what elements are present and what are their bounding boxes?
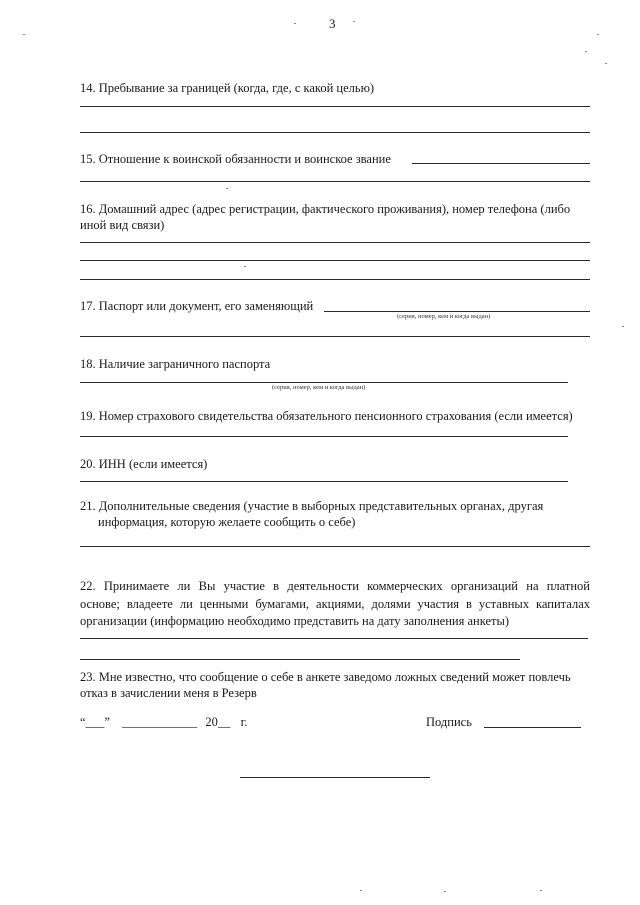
- q22-answer-line-2[interactable]: [80, 659, 520, 660]
- signature-label: Подпись: [426, 715, 472, 729]
- q20-answer-line[interactable]: [80, 481, 568, 482]
- scan-speck: [244, 266, 246, 267]
- q22-label-line-2: основе; владеете ли ценными бумагами, акциями, долями участия в уставных капиталах: [80, 597, 590, 611]
- q17-caption: (серия, номер, кем и когда выдан): [397, 313, 491, 320]
- q22-answer-line-1[interactable]: [80, 638, 588, 639]
- scan-speck: [597, 34, 599, 35]
- q19-answer-line[interactable]: [80, 436, 568, 437]
- scan-speck: [294, 23, 296, 24]
- q18-answer-line[interactable]: [80, 382, 568, 383]
- date-year-blank[interactable]: __: [217, 715, 231, 729]
- q16-answer-line-3[interactable]: [80, 279, 590, 280]
- q14-label: 14. Пребывание за границей (когда, где, с какой целью): [80, 81, 375, 95]
- scan-speck: [226, 188, 228, 189]
- q16-answer-line-1[interactable]: [80, 242, 590, 243]
- signature-line[interactable]: [484, 727, 581, 728]
- q16-label-line-1: 16. Домашний адрес (адрес регистрации, фактического проживания), номер телефона (либо: [80, 202, 571, 216]
- q17-answer-line-2[interactable]: [80, 336, 590, 337]
- q17-label: 17. Паспорт или документ, его заменяющий: [80, 299, 314, 313]
- q22-label-line-1: 22. Принимаете ли Вы участие в деятельности коммерческих организаций на платной: [80, 579, 590, 593]
- q20-label: 20. ИНН (если имеется): [80, 457, 208, 471]
- q14-answer-line-2[interactable]: [80, 132, 590, 133]
- scan-speck: [23, 34, 25, 35]
- date-day-blank[interactable]: ___: [85, 715, 105, 729]
- scan-speck: [444, 891, 446, 892]
- scan-speck: [622, 326, 624, 327]
- date-row: [80, 714, 247, 730]
- q15-label: 15. Отношение к воинской обязанности и воинское звание: [80, 152, 391, 166]
- q14-answer-line-1[interactable]: [80, 106, 590, 107]
- date-year-prefix: 20: [205, 715, 218, 729]
- scan-speck: [540, 890, 542, 891]
- scan-speck: [360, 890, 362, 891]
- date-close-quote: ”: [104, 715, 110, 729]
- page-number: 3: [329, 16, 336, 31]
- scan-speck: [353, 21, 355, 22]
- q16-label-line-2: иной вид связи): [80, 218, 165, 232]
- q23-label-line-2: отказ в зачислении меня в Резерв: [80, 686, 257, 700]
- scan-speck: [585, 51, 587, 52]
- date-year-suffix: г.: [240, 715, 248, 729]
- q23-label-line-1: 23. Мне известно, что сообщение о себе в анкете заведомо ложных сведений может повлечь: [80, 670, 571, 684]
- q21-label-line-1: 21. Дополнительные сведения (участие в выборных представительных органах, другая: [80, 499, 544, 513]
- q18-label: 18. Наличие заграничного паспорта: [80, 357, 271, 371]
- q15-answer-line-1[interactable]: [412, 163, 590, 164]
- q19-label: 19. Номер страхового свидетельства обязательного пенсионного страхования (если имеется): [80, 409, 573, 423]
- date-month-blank[interactable]: ____________: [122, 715, 198, 729]
- q21-label-line-2: информация, которую желаете сообщить о себе): [98, 515, 356, 529]
- q15-answer-line-2[interactable]: [80, 181, 590, 182]
- q18-caption: (серия, номер, кем и когда выдан): [272, 384, 366, 391]
- q17-answer-line-1[interactable]: [324, 311, 590, 312]
- bottom-rule: [240, 777, 430, 778]
- date-open-quote: “: [80, 715, 86, 729]
- scan-speck: [605, 63, 607, 64]
- q16-answer-line-2[interactable]: [80, 260, 590, 261]
- q21-answer-line[interactable]: [80, 546, 590, 547]
- q22-label-line-3: организации (информацию необходимо представить на дату заполнения анкеты): [80, 614, 510, 628]
